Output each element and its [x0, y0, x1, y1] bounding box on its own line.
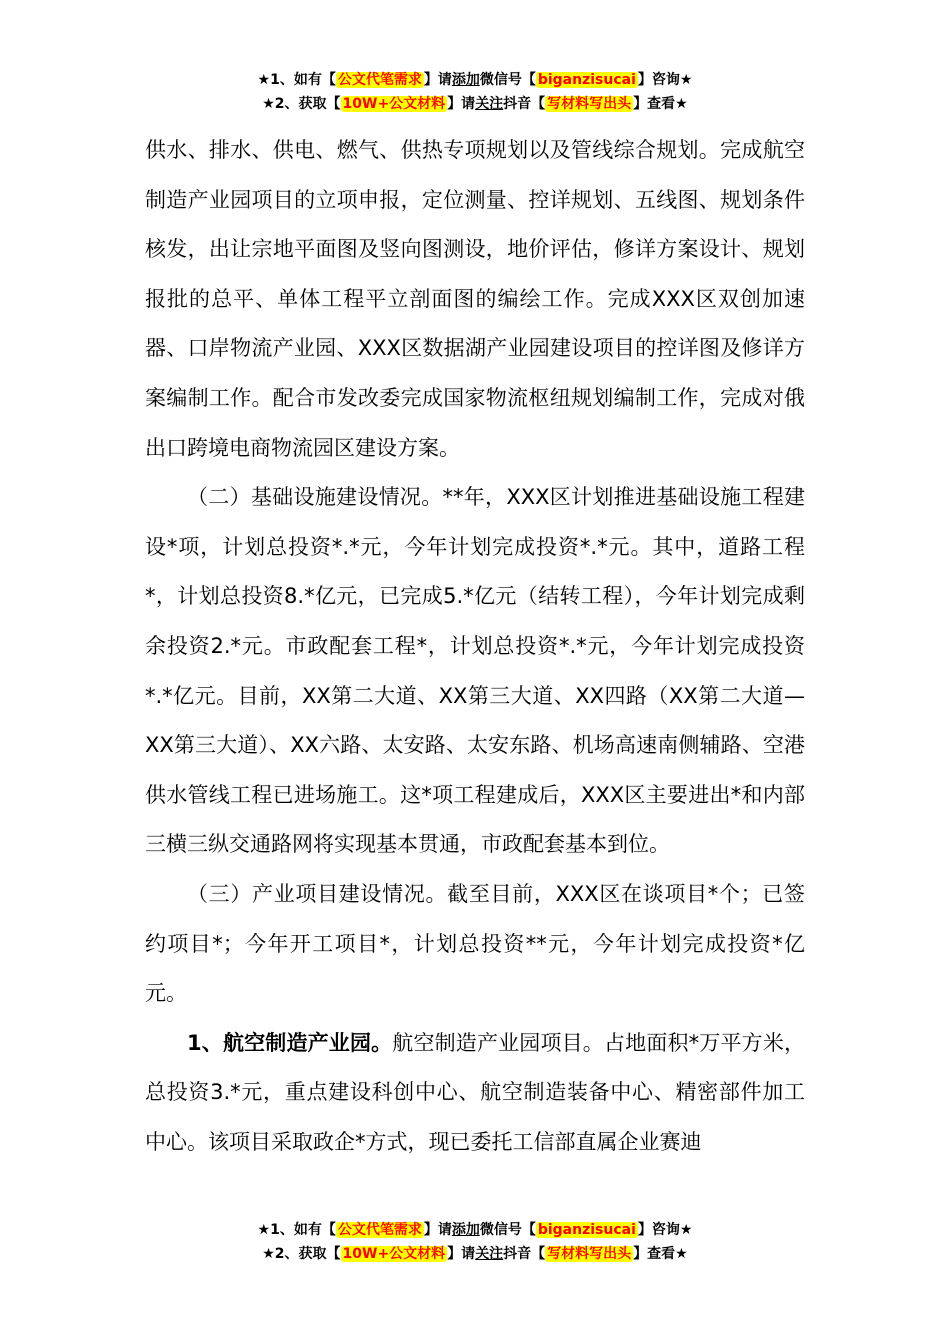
paragraph-industry-projects: （三）产业项目建设情况。截至目前，XXX区在谈项目*个；已签约项目*；今年开工项目*，计划总投资**元，今年计划完成投资*亿元。 [145, 881, 805, 1006]
banner-line-2: ★2、获取【 10W+公文材料 】请关注抖音【 写材料写出头 】查看★ [262, 1246, 688, 1262]
banner-highlight: 10W+公文材料 [342, 1246, 446, 1262]
paragraph-aviation-park: 1、航空制造产业园。航空制造产业园项目。占地面积*万平方米，总投资3.*元，重点建设科创中心、航空制造装备中心、精密部件加工中心。该项目采取政企*方式，现已委托工信部直属企业赛迪 [145, 1030, 805, 1154]
banner-line-1: ★1、如有【 公文代笔需求 】请添加微信号【 biganzisucai 】咨询★ [257, 1222, 693, 1238]
document-body [145, 126, 805, 1167]
banner-highlight: 公文代笔需求 [337, 1222, 422, 1238]
bottom-banner [0, 1218, 950, 1266]
banner-line-2: ★2、获取【 10W+公文材料 】请关注抖音【 写材料写出头 】查看★ [262, 96, 688, 112]
banner-highlight-wechat: biganzisucai [537, 1222, 636, 1238]
banner-highlight-douyin: 写材料写出头 [547, 1246, 632, 1262]
banner-highlight-wechat: biganzisucai [537, 72, 636, 88]
paragraph-planning: 供水、排水、供电、燃气、供热专项规划以及管线综合规划。完成航空制造产业园项目的立项申报，定位测量、控详规划、五线图、规划条件核发，出让宗地平面图及竖向图测设，地价评估，修详方案设计、规划报批的总平、单体工程平立剖面图的编绘工作。完成XXX区双创加速器、口岸物流产业园、XXX区数据湖产业园建设项目的控详图及修详方案编制工作。配合市发改委完成国家物流枢纽规划编制工作，完成对俄出口跨境电商物流园区建设方案。 [145, 138, 805, 460]
paragraph-heading: 1、航空制造产业园。 [187, 1030, 393, 1055]
banner-highlight: 10W+公文材料 [342, 96, 446, 112]
banner-highlight: 公文代笔需求 [337, 72, 422, 88]
top-banner [0, 68, 950, 116]
paragraph-infrastructure: （二）基础设施建设情况。**年，XXX区计划推进基础设施工程建设*项，计划总投资*.*元，今年计划完成投资*.*元。其中，道路工程*，计划总投资8.*亿元，已完成5.*亿元（结转工程），今年计划完成剩余投资2.*元。市政配套工程*，计划总投资*.*元，今年计划完成投资*.*亿元。目前，XX第二大道、XX第三大道、XX四路（XX第二大道—XX第三大道）、XX六路、太安路、太安东路、机场高速南侧辅路、空港供水管线工程已进场施工。这*项工程建成后，XXX区主要进出*和内部三横三纵交通路网将实现基本贯通，市政配套基本到位。 [145, 485, 805, 857]
banner-line-1: ★1、如有【 公文代笔需求 】请添加微信号【 biganzisucai 】咨询★ [257, 72, 693, 88]
banner-highlight-douyin: 写材料写出头 [547, 96, 632, 112]
